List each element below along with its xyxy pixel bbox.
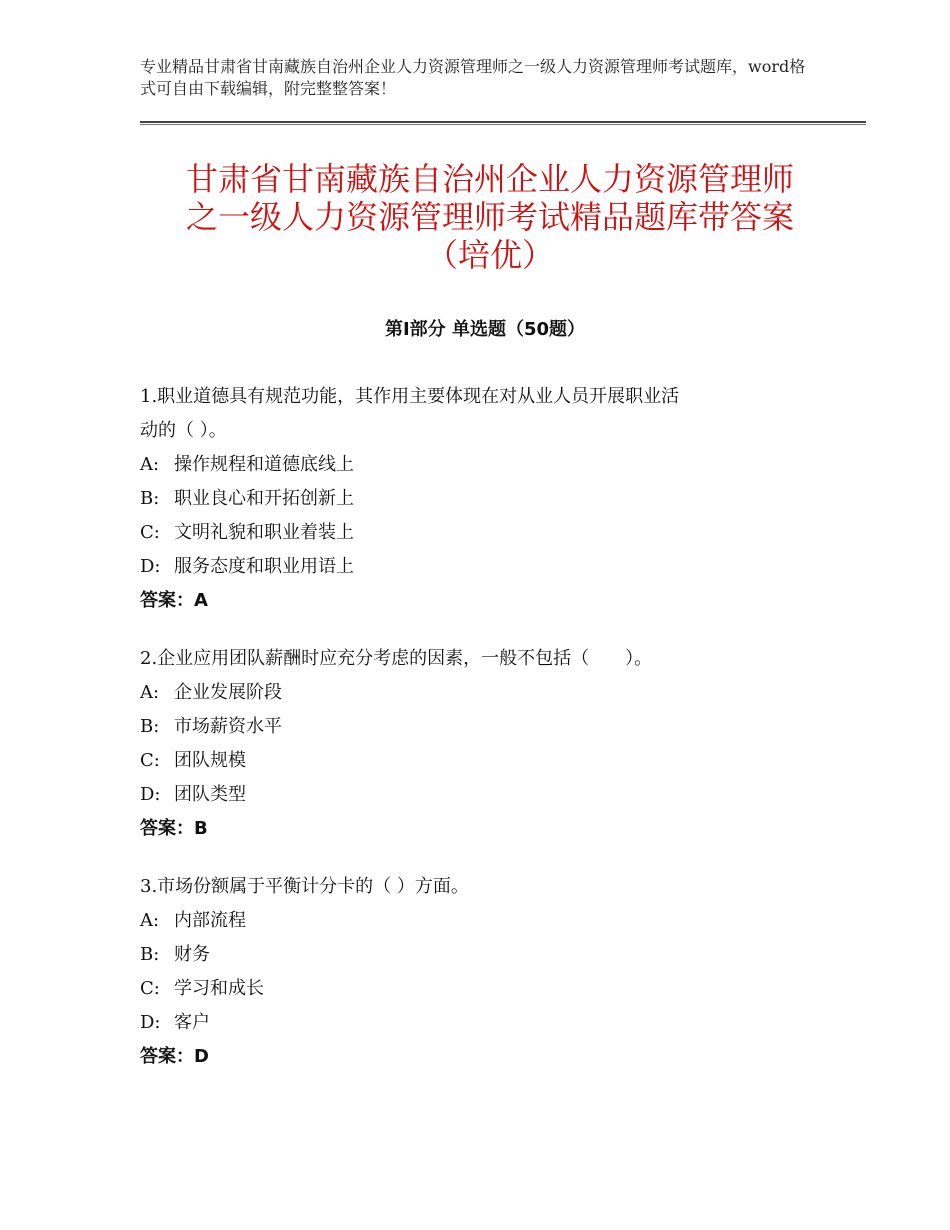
question-item: [140, 870, 840, 1074]
option-key: D:: [140, 1012, 161, 1033]
option-key: B:: [140, 488, 160, 509]
option-d: [140, 1006, 840, 1040]
answer: 答案：D: [140, 1046, 209, 1067]
option-c: [140, 972, 840, 1006]
option-text: 团队类型: [174, 784, 246, 805]
option-text: 企业发展阶段: [174, 682, 282, 703]
option-c: [140, 744, 840, 778]
option-text: 团队规模: [174, 750, 246, 771]
header-divider: [140, 121, 866, 125]
title-line: 甘肃省甘南藏族自治州企业人力资源管理师: [185, 160, 794, 198]
option-text: 财务: [174, 944, 210, 965]
answer: 答案：A: [140, 590, 208, 611]
option-b: [140, 710, 840, 744]
header-note: 专业精品甘肃省甘南藏族自治州企业人力资源管理师之一级人力资源管理师考试题库，word格式可自由下载编辑，附完整整答案！: [140, 57, 806, 98]
option-a: [140, 448, 840, 482]
option-c: [140, 516, 840, 550]
option-key: D:: [140, 784, 161, 805]
option-text: 职业良心和开拓创新上: [174, 488, 354, 509]
question-text-line: 2.企业应用团队薪酬时应充分考虑的因素，一般不包括（ ）。: [140, 648, 653, 669]
option-text: 操作规程和道德底线上: [174, 454, 354, 475]
option-key: A:: [140, 910, 160, 931]
question-text-line: 动的（ ）。: [140, 420, 227, 441]
answer: 答案：B: [140, 818, 208, 839]
option-key: A:: [140, 682, 160, 703]
title-line: 之一级人力资源管理师考试精品题库带答案: [185, 198, 794, 236]
question-text-line: 3.市场份额属于平衡计分卡的（ ）方面。: [140, 876, 469, 897]
option-b: [140, 938, 840, 972]
option-b: [140, 482, 840, 516]
question-item: [140, 380, 840, 618]
option-text: 文明礼貌和职业着装上: [174, 522, 354, 543]
question-list: [140, 380, 840, 1098]
option-key: B:: [140, 944, 160, 965]
question-text-line: 1.职业道德具有规范功能，其作用主要体现在对从业人员开展职业活: [140, 386, 680, 407]
option-key: C:: [140, 522, 160, 543]
option-key: A:: [140, 454, 160, 475]
option-a: [140, 904, 840, 938]
section-heading: 第Ⅰ部分 单选题（50题）: [384, 319, 585, 340]
option-key: C:: [140, 978, 160, 999]
document-title: [120, 160, 860, 274]
option-d: [140, 550, 840, 584]
option-key: C:: [140, 750, 160, 771]
option-text: 学习和成长: [174, 978, 264, 999]
option-key: D:: [140, 556, 161, 577]
option-text: 服务态度和职业用语上: [174, 556, 354, 577]
title-line: （培优）: [425, 236, 554, 274]
option-text: 市场薪资水平: [174, 716, 282, 737]
option-a: [140, 676, 840, 710]
question-item: [140, 642, 840, 846]
option-key: B:: [140, 716, 160, 737]
option-text: 内部流程: [174, 910, 246, 931]
option-d: [140, 778, 840, 812]
option-text: 客户: [174, 1012, 210, 1033]
